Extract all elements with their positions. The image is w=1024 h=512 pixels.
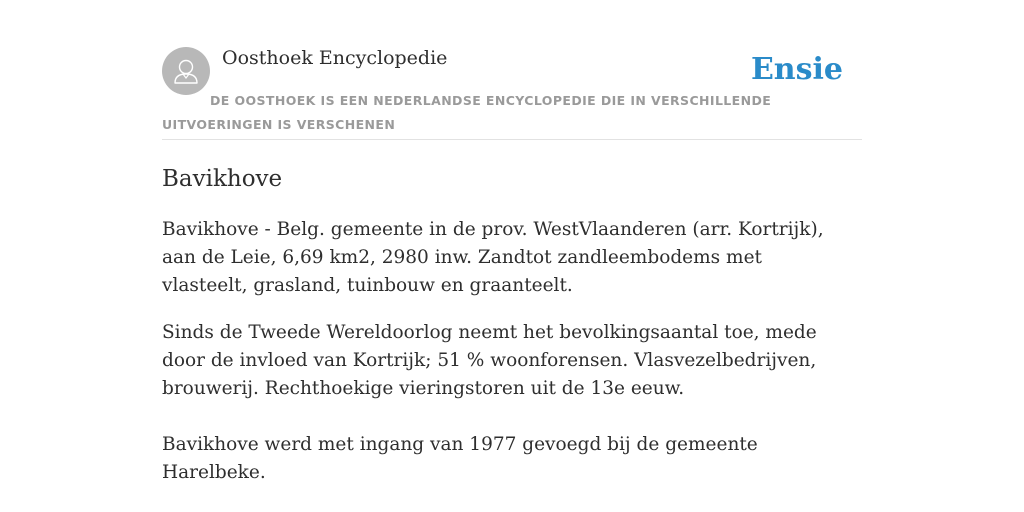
user-icon — [162, 47, 210, 95]
article-paragraph: Sinds de Tweede Wereldoorlog neemt het bevolkingsaantal toe, mede door de invloed van Kortrijk; 51 % woonforensen. Vlasvezelbedrijven, brouwerij. Rechthoekige vieringstoren uit de 13e eeuw. — [162, 322, 817, 399]
source-description: DE OOSTHOEK IS EEN NEDERLANDSE ENCYCLOPEDIE DIE IN VERSCHILLENDE UITVOERINGEN IS VERSCHENEN — [162, 93, 772, 132]
source-name[interactable]: Oosthoek Encyclopedie — [222, 47, 448, 69]
article-paragraph: Bavikhove werd met ingang van 1977 gevoegd bij de gemeente Harelbeke. — [162, 434, 758, 483]
source-avatar[interactable] — [162, 47, 210, 95]
header-divider — [162, 139, 862, 140]
brand-logo[interactable]: Ensie — [750, 52, 843, 87]
article-title: Bavikhove — [162, 166, 283, 192]
article-paragraph: Bavikhove - Belg. gemeente in de prov. WestVlaanderen (arr. Kortrijk), aan de Leie, 6,69 km2, 2980 inw. Zandtot zandleembodems met vlasteelt, grasland, tuinbouw en graanteelt. — [162, 219, 824, 296]
